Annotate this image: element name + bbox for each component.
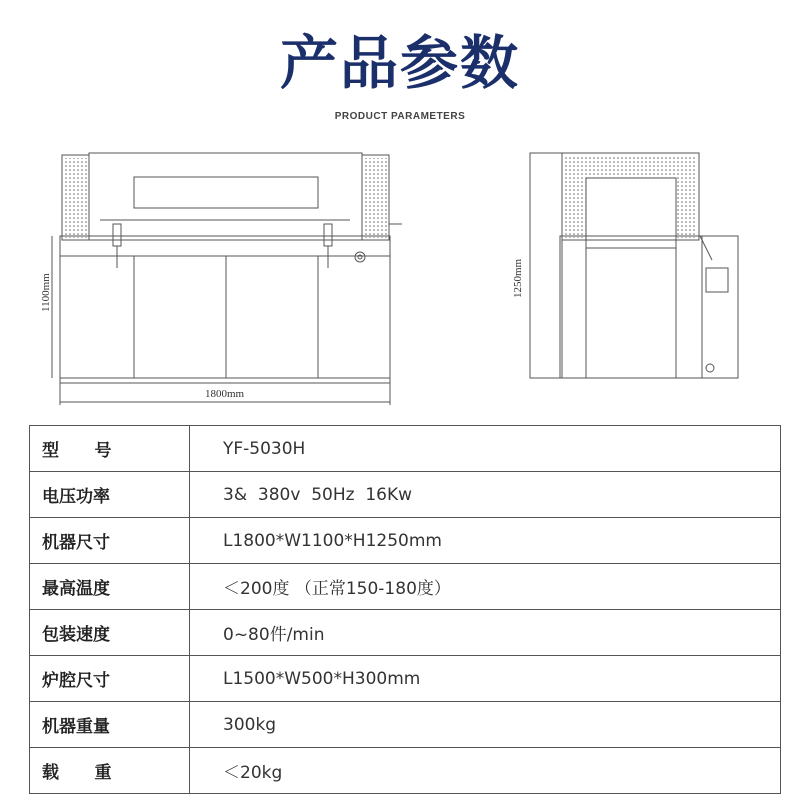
spec-label: 机器尺寸 xyxy=(30,518,190,564)
table-row xyxy=(30,518,781,564)
front-view-drawing xyxy=(0,140,800,410)
table-row xyxy=(30,702,781,748)
spec-label: 电压功率 xyxy=(30,472,190,518)
table-row xyxy=(30,426,781,472)
spec-label: 炉腔尺寸 xyxy=(30,656,190,702)
spec-value: L1800*W1100*H1250mm xyxy=(190,518,781,564)
spec-value: YF-5030H xyxy=(190,426,781,472)
page-subtitle: PRODUCT PARAMETERS xyxy=(334,111,466,122)
spec-label: 包装速度 xyxy=(30,610,190,656)
front-width-label: 1800mm xyxy=(205,388,245,400)
spec-value: L1500*W500*H300mm xyxy=(190,656,781,702)
side-height-label: 1250mm xyxy=(512,258,524,298)
spec-label: 机器重量 xyxy=(30,702,190,748)
technical-drawing xyxy=(0,140,800,410)
front-height-label: 1100mm xyxy=(40,273,52,312)
spec-value: 0~80件/min xyxy=(190,610,781,656)
spec-label: 型 号 xyxy=(30,426,190,472)
spec-label: 载 重 xyxy=(30,748,190,794)
spec-table xyxy=(29,425,781,794)
spec-label: 最高温度 xyxy=(30,564,190,610)
table-row xyxy=(30,564,781,610)
page-title: 产品参数 xyxy=(279,29,520,97)
spec-value: 3& 380v 50Hz 16Kw xyxy=(190,472,781,518)
spec-value: ＜20kg xyxy=(190,748,781,794)
table-row xyxy=(30,748,781,794)
table-row xyxy=(30,656,781,702)
table-row xyxy=(30,472,781,518)
spec-value: 300kg xyxy=(190,702,781,748)
spec-value: ＜200度 （正常150-180度） xyxy=(190,564,781,610)
table-row xyxy=(30,610,781,656)
